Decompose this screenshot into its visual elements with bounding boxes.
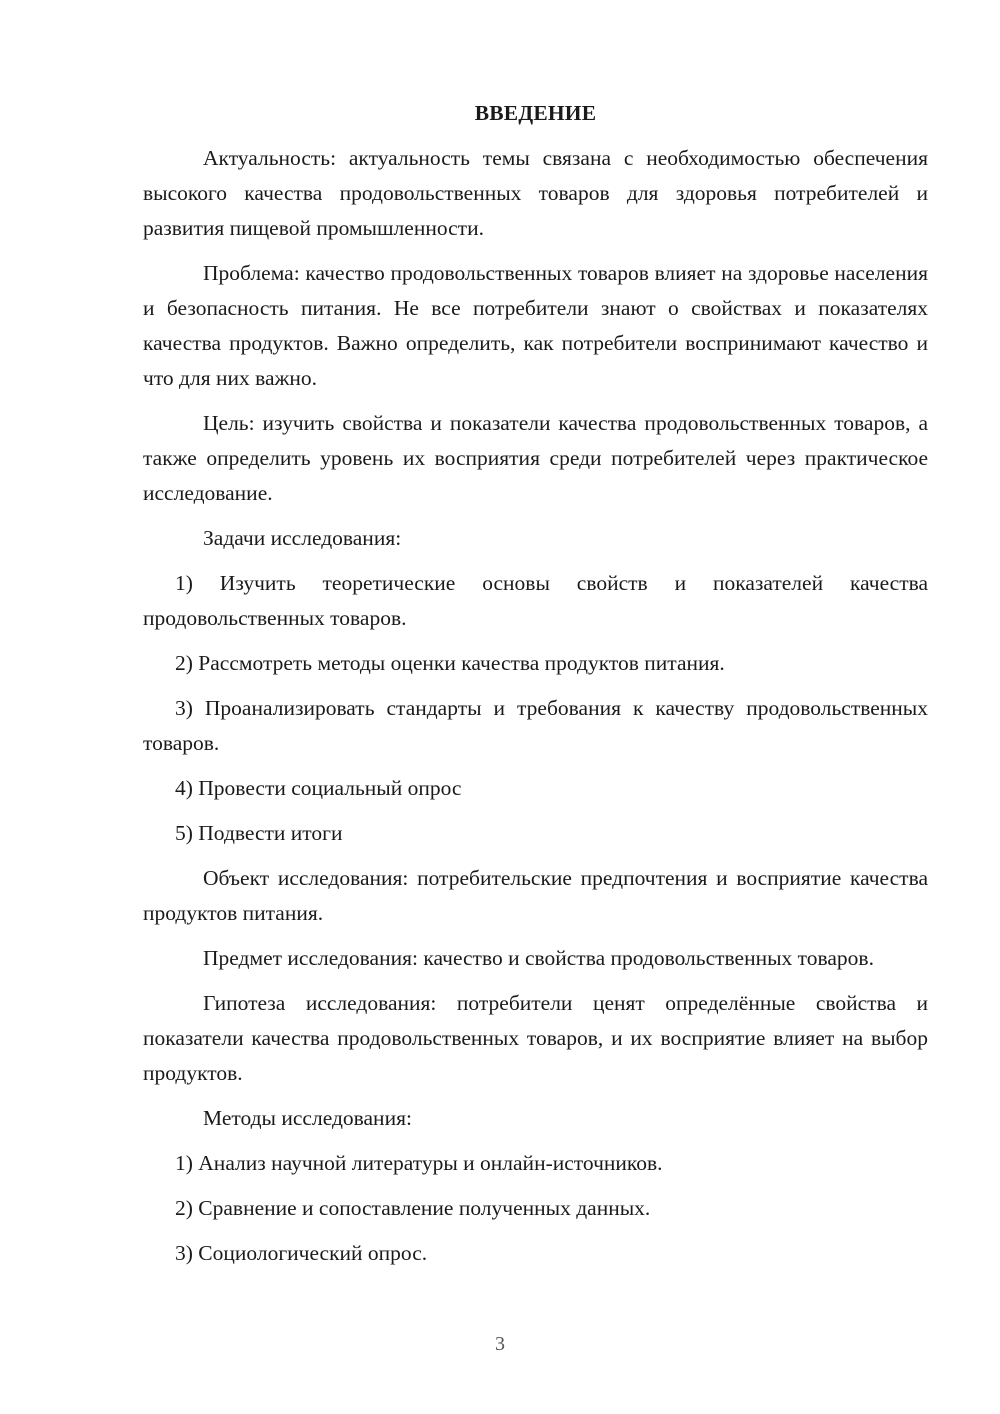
paragraph-methods-heading: Методы исследования: bbox=[203, 1106, 412, 1130]
list-item-method-3: 3) Социологический опрос. bbox=[175, 1241, 428, 1265]
page-title: ВВЕДЕНИЕ bbox=[474, 101, 597, 125]
paragraph-relevance: Актуальность: актуальность темы связана с необходимостью обеспечения высокого качества продовольственных товаров для здоровья потребителей и развития пищевой промышленности. bbox=[143, 146, 928, 240]
paragraph-tasks-heading: Задачи исследования: bbox=[203, 526, 402, 550]
list-item-method-1: 1) Анализ научной литературы и онлайн-источников. bbox=[175, 1151, 663, 1175]
list-item-task-4: 4) Провести социальный опрос bbox=[175, 776, 462, 800]
paragraph-problem: Проблема: качество продовольственных товаров влияет на здоровье населения и безопасность питания. Не все потребители знают о свойствах и показателях качества продуктов. Важно определить, как потребители воспринимают качество и что для них важно. bbox=[143, 261, 928, 390]
list-item-task-3: 3) Проанализировать стандарты и требования к качеству продовольственных товаров. bbox=[143, 696, 928, 755]
list-item-method-2: 2) Сравнение и сопоставление полученных данных. bbox=[175, 1196, 651, 1220]
list-item-task-2: 2) Рассмотреть методы оценки качества продуктов питания. bbox=[175, 651, 725, 675]
paragraph-object: Объект исследования: потребительские предпочтения и восприятие качества продуктов питания. bbox=[143, 866, 928, 925]
paragraph-subject: Предмет исследования: качество и свойства продовольственных товаров. bbox=[203, 946, 874, 970]
page-number: 3 bbox=[495, 1333, 505, 1355]
paragraph-hypothesis: Гипотеза исследования: потребители ценят определённые свойства и показатели качества продовольственных товаров, и их восприятие влияет на выбор продуктов. bbox=[143, 991, 928, 1085]
paragraph-goal: Цель: изучить свойства и показатели качества продовольственных товаров, а также определить уровень их восприятия среди потребителей через практическое исследование. bbox=[143, 411, 928, 505]
document-page bbox=[143, 96, 928, 1281]
list-item-task-1: 1) Изучить теоретические основы свойств и показателей качества продовольственных товаров. bbox=[143, 571, 928, 630]
list-item-task-5: 5) Подвести итоги bbox=[175, 821, 343, 845]
